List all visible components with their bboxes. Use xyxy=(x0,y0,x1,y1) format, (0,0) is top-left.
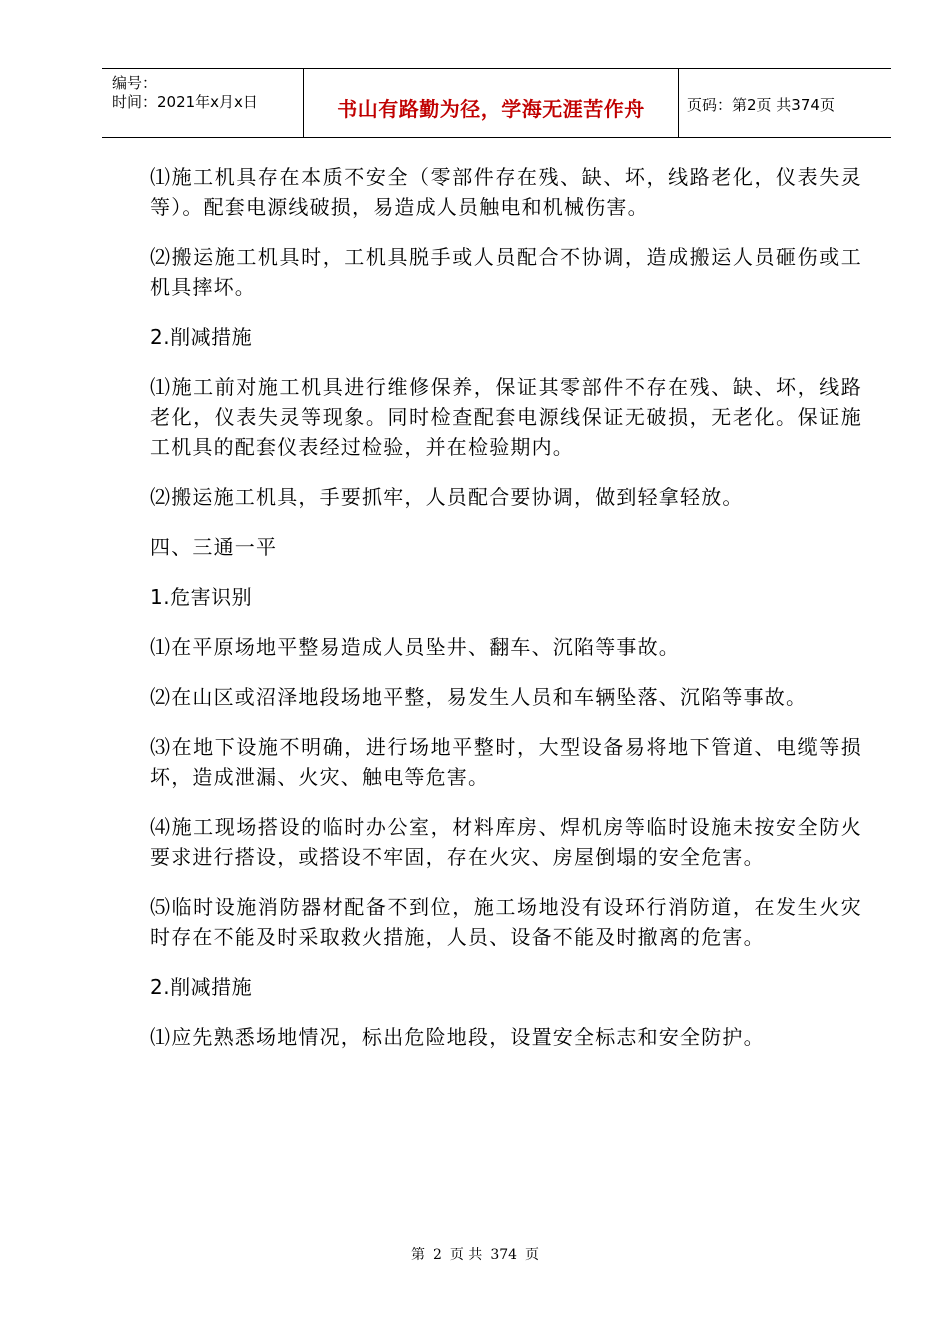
header-meta-cell xyxy=(102,69,303,137)
footer-prefix: 第 xyxy=(410,1247,425,1263)
body-paragraph: ⑷施工现场搭设的临时办公室，材料库房、焊机房等临时设施未按安全防火要求进行搭设，或搭设不牢固，存在火灾、房屋倒塌的安全危害。 xyxy=(150,815,862,869)
document-body xyxy=(150,162,862,1072)
page-footer xyxy=(0,1244,950,1264)
body-paragraph: ⑴施工前对施工机具进行维修保养，保证其零部件不存在残、缺、坏，线路老化，仪表失灵等现象。同时检查配套电源线保证无破损，无老化。保证施工机具的配套仪表经过检验，并在检验期内。 xyxy=(150,375,862,459)
footer-total-pages: 374 xyxy=(490,1247,518,1263)
body-paragraph: ⑵搬运施工机具，手要抓牢，人员配合要协调，做到轻拿轻放。 xyxy=(150,485,744,509)
header-page-cell xyxy=(679,69,891,137)
section-heading: 2.削减措施 xyxy=(150,325,253,349)
section-heading: 1.危害识别 xyxy=(150,585,253,609)
header-motto: 书山有路勤为径，学海无涯苦作舟 xyxy=(337,97,645,121)
document-header xyxy=(102,68,891,138)
document-number-label: 编号： xyxy=(112,74,158,92)
body-paragraph: ⑵在山区或沼泽地段场地平整，易发生人员和车辆坠落、沉陷等事故。 xyxy=(150,685,808,709)
body-paragraph: ⑴施工机具存在本质不安全（零部件存在残、缺、坏，线路老化，仪表失灵等）。配套电源线破损，易造成人员触电和机械伤害。 xyxy=(150,165,862,219)
body-paragraph: ⑸临时设施消防器材配备不到位，施工场地没有设环行消防道，在发生火灾时存在不能及时采取救火措施，人员、设备不能及时撤离的危害。 xyxy=(150,895,862,949)
document-time-label: 时间：2021年x月x日 xyxy=(112,93,258,111)
body-paragraph: 四、三通一平 xyxy=(150,535,278,559)
section-heading: 2.削减措施 xyxy=(150,975,253,999)
body-paragraph: ⑶在地下设施不明确，进行场地平整时，大型设备易将地下管道、电缆等损坏，造成泄漏、火灾、触电等危害。 xyxy=(150,735,862,789)
footer-suffix: 页 xyxy=(525,1247,540,1263)
footer-current-page: 2 xyxy=(432,1247,442,1263)
body-paragraph: ⑴应先熟悉场地情况，标出危险地段，设置安全标志和安全防护。 xyxy=(150,1025,765,1049)
body-paragraph: ⑵搬运施工机具时，工机具脱手或人员配合不协调，造成搬运人员砸伤或工机具摔坏。 xyxy=(150,245,862,299)
body-paragraph: ⑴在平原场地平整易造成人员坠井、翻车、沉陷等事故。 xyxy=(150,635,680,659)
header-motto-cell xyxy=(303,69,679,137)
header-page-info: 页码：第2页 共374页 xyxy=(687,96,835,114)
footer-middle: 页 共 xyxy=(449,1247,483,1263)
